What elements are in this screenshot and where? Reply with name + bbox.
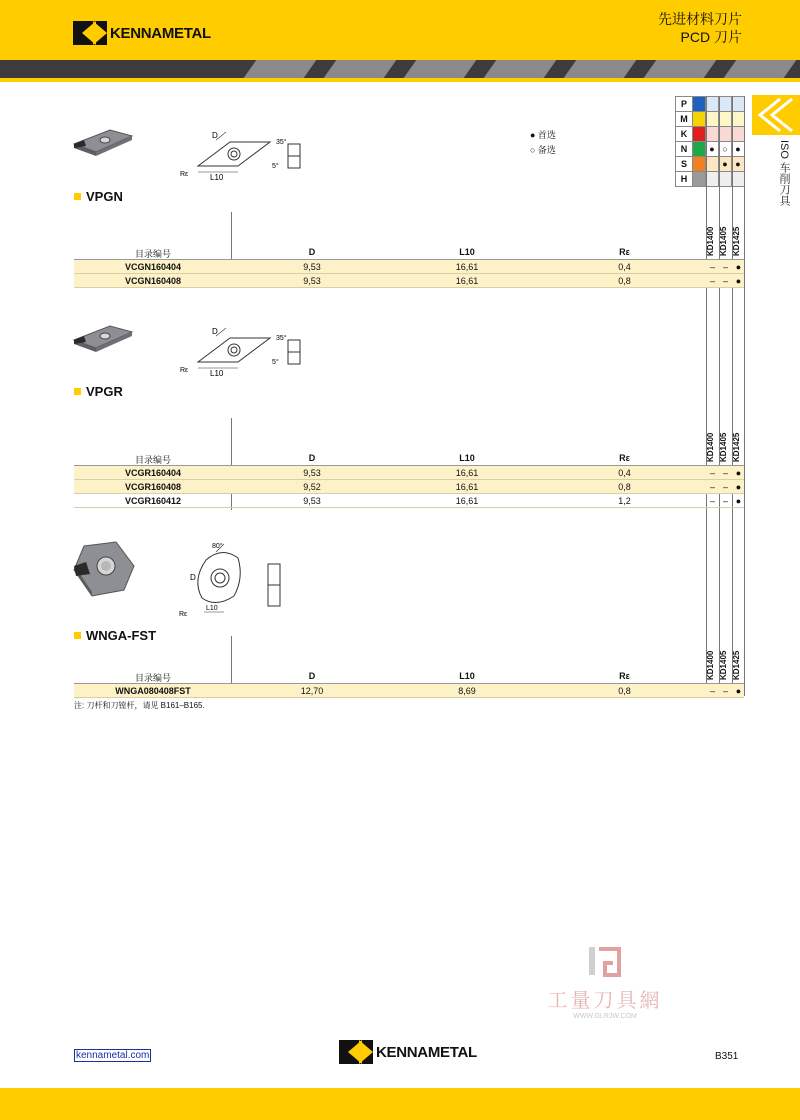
table-row — [74, 466, 744, 480]
grade-label: KD1400 — [706, 650, 715, 680]
vpgr-insert-photo — [72, 322, 134, 354]
d-value: 9,53 — [303, 468, 321, 478]
footnote: 注: 刀杆和刀镗杆，请见 B161–B165. — [74, 701, 205, 710]
watermark-logo-icon — [585, 945, 625, 979]
legend-alternate: ○ 备选 — [530, 145, 556, 155]
table-header: 目录编号 D L10 Rε — [74, 668, 744, 684]
material-grade-mark — [732, 127, 745, 142]
material-row — [676, 142, 745, 157]
catalog-number: WNGA080408FST — [115, 686, 191, 696]
material-grade-mark — [706, 127, 719, 142]
d-value: 9,53 — [303, 276, 321, 286]
grade-label: KD1425 — [732, 650, 741, 680]
grade-label: KD1405 — [719, 650, 728, 680]
svg-text:D: D — [212, 327, 218, 336]
grade-mark: – — [722, 276, 728, 286]
svg-text:L10: L10 — [210, 173, 224, 182]
vpgn-insert-photo — [72, 126, 134, 158]
header-yellow-line — [0, 78, 800, 82]
r-value: 1,2 — [618, 496, 631, 506]
material-grade-mark — [706, 112, 719, 127]
material-grade-mark — [719, 112, 732, 127]
svg-text:D: D — [212, 131, 218, 140]
footer-logo — [339, 1040, 477, 1064]
material-grade-mark: ● — [732, 157, 745, 172]
grade-divider-1 — [706, 96, 707, 696]
material-grade-mark — [719, 172, 732, 187]
material-letter: S — [676, 157, 693, 172]
grade-mark: ● — [735, 262, 742, 272]
r-value: 0,8 — [618, 686, 631, 696]
grade-mark: ● — [735, 686, 742, 696]
svg-text:Rε: Rε — [180, 171, 189, 178]
side-section-label: ISO 车削刀具 — [778, 140, 790, 207]
table-row — [74, 494, 744, 508]
table-row — [74, 260, 744, 274]
grade-mark: ● — [735, 496, 742, 506]
material-grade-mark — [719, 127, 732, 142]
material-color-swatch — [693, 172, 706, 187]
material-grade-mark — [706, 172, 719, 187]
svg-text:L10: L10 — [210, 369, 224, 378]
material-grade-mark: ● — [719, 157, 732, 172]
material-grid — [675, 96, 745, 187]
table-header: 目录编号 D L10 Rε — [74, 244, 744, 260]
table-vpgn — [74, 244, 744, 288]
section-title-vpgr: VPGR — [74, 384, 123, 399]
material-letter: K — [676, 127, 693, 142]
grade-divider-2 — [719, 96, 720, 696]
grade-mark: – — [722, 482, 728, 492]
grade-label: KD1405 — [719, 226, 728, 256]
l10-value: 16,61 — [455, 482, 479, 492]
grade-mark: – — [709, 482, 715, 492]
table-row — [74, 684, 744, 698]
svg-text:Rε: Rε — [179, 611, 188, 618]
section-title-wnga: WNGA-FST — [74, 628, 156, 643]
r-value: 0,8 — [618, 276, 631, 286]
d-value: 9,53 — [303, 262, 321, 272]
vpgr-dimension-drawing — [176, 324, 316, 380]
grade-label: KD1425 — [732, 226, 741, 256]
header-logo[interactable] — [73, 21, 211, 45]
wnga-insert-photo — [72, 540, 136, 598]
material-row — [676, 97, 745, 112]
grade-label: KD1405 — [719, 432, 728, 462]
wnga-dimension-drawing — [176, 538, 286, 620]
grade-mark: ● — [735, 468, 742, 478]
catalog-number: VCGR160408 — [124, 482, 182, 492]
material-grade-mark — [706, 157, 719, 172]
material-grade-mark — [732, 172, 745, 187]
l10-value: 16,61 — [455, 276, 479, 286]
grade-mark: ● — [735, 482, 742, 492]
grade-mark: ● — [735, 276, 742, 286]
svg-text:D: D — [190, 573, 196, 582]
svg-text:80°: 80° — [212, 543, 223, 550]
l10-value: 8,69 — [458, 686, 476, 696]
svg-text:L10: L10 — [206, 605, 218, 612]
page-title — [658, 10, 742, 46]
header-brand: KENNAMETAL — [110, 24, 211, 42]
footer-website-link[interactable]: kennametal.com — [76, 1050, 150, 1061]
svg-text:35°: 35° — [276, 335, 287, 342]
title-line1: 先进材料刀片 — [658, 11, 742, 27]
watermark-text: 工量刀具網 — [547, 988, 663, 1012]
table-row — [74, 480, 744, 494]
material-color-swatch — [693, 127, 706, 142]
material-letter: M — [676, 112, 693, 127]
material-letter: H — [676, 172, 693, 187]
grade-mark: – — [709, 468, 715, 478]
material-grade-mark — [732, 97, 745, 112]
section-title-vpgn: VPGN — [74, 189, 123, 204]
material-color-swatch — [693, 97, 706, 112]
grade-mark: – — [722, 686, 728, 696]
material-grade-mark: ○ — [719, 142, 732, 157]
legend-preferred: ● 首选 — [530, 130, 556, 140]
material-letter: P — [676, 97, 693, 112]
grade-label: KD1425 — [732, 432, 741, 462]
material-grade-mark: ● — [732, 142, 745, 157]
d-value: 9,52 — [303, 482, 321, 492]
d-value: 12,70 — [300, 686, 324, 696]
grade-mark: – — [722, 262, 728, 272]
l10-value: 16,61 — [455, 262, 479, 272]
side-tab — [752, 95, 800, 135]
material-grade-mark: ● — [706, 142, 719, 157]
material-row — [676, 127, 745, 142]
material-color-swatch — [693, 157, 706, 172]
material-grade-mark — [719, 97, 732, 112]
material-row — [676, 172, 745, 187]
kennametal-logo-icon — [339, 1040, 373, 1064]
grade-mark: – — [709, 496, 715, 506]
table-header: 目录编号 D L10 Rε — [74, 450, 744, 466]
grade-label: KD1400 — [706, 432, 715, 462]
grade-mark: – — [722, 496, 728, 506]
table-vpgr — [74, 450, 744, 508]
r-value: 0,4 — [618, 262, 631, 272]
footer-band — [0, 1088, 800, 1120]
grade-mark: – — [709, 276, 715, 286]
svg-text:Rε: Rε — [180, 367, 189, 374]
grade-mark: – — [709, 262, 715, 272]
legend — [530, 128, 556, 158]
catalog-number: VCGR160404 — [124, 468, 182, 478]
grade-label: KD1400 — [706, 226, 715, 256]
catalog-number: VCGN160404 — [124, 262, 182, 272]
svg-text:5°: 5° — [272, 163, 279, 170]
material-grade-mark — [706, 97, 719, 112]
material-grade-mark — [732, 112, 745, 127]
watermark-url: WWW.GLRJW.COM — [573, 1013, 637, 1020]
page-number: B351 — [715, 1051, 739, 1062]
material-letter: N — [676, 142, 693, 157]
material-row — [676, 112, 745, 127]
title-line2: PCD 刀片 — [680, 29, 742, 45]
catalog-number: VCGN160408 — [124, 276, 182, 286]
footer-brand: KENNAMETAL — [376, 1043, 477, 1061]
vpgn-dimension-drawing — [176, 128, 316, 184]
l10-value: 16,61 — [455, 468, 479, 478]
material-color-swatch — [693, 142, 706, 157]
material-row — [676, 157, 745, 172]
kennametal-logo-icon — [73, 21, 107, 45]
r-value: 0,4 — [618, 468, 631, 478]
r-value: 0,8 — [618, 482, 631, 492]
grade-mark: – — [722, 468, 728, 478]
watermark — [540, 945, 670, 1020]
table-wnga — [74, 668, 744, 698]
material-color-swatch — [693, 112, 706, 127]
catalog-number: VCGR160412 — [124, 496, 182, 506]
d-value: 9,53 — [303, 496, 321, 506]
svg-text:35°: 35° — [276, 139, 287, 146]
header-stripe — [0, 60, 800, 78]
svg-text:5°: 5° — [272, 359, 279, 366]
l10-value: 16,61 — [455, 496, 479, 506]
grade-mark: – — [709, 686, 715, 696]
table-row — [74, 274, 744, 288]
grade-divider-4 — [744, 96, 745, 696]
grade-divider-3 — [732, 96, 733, 696]
